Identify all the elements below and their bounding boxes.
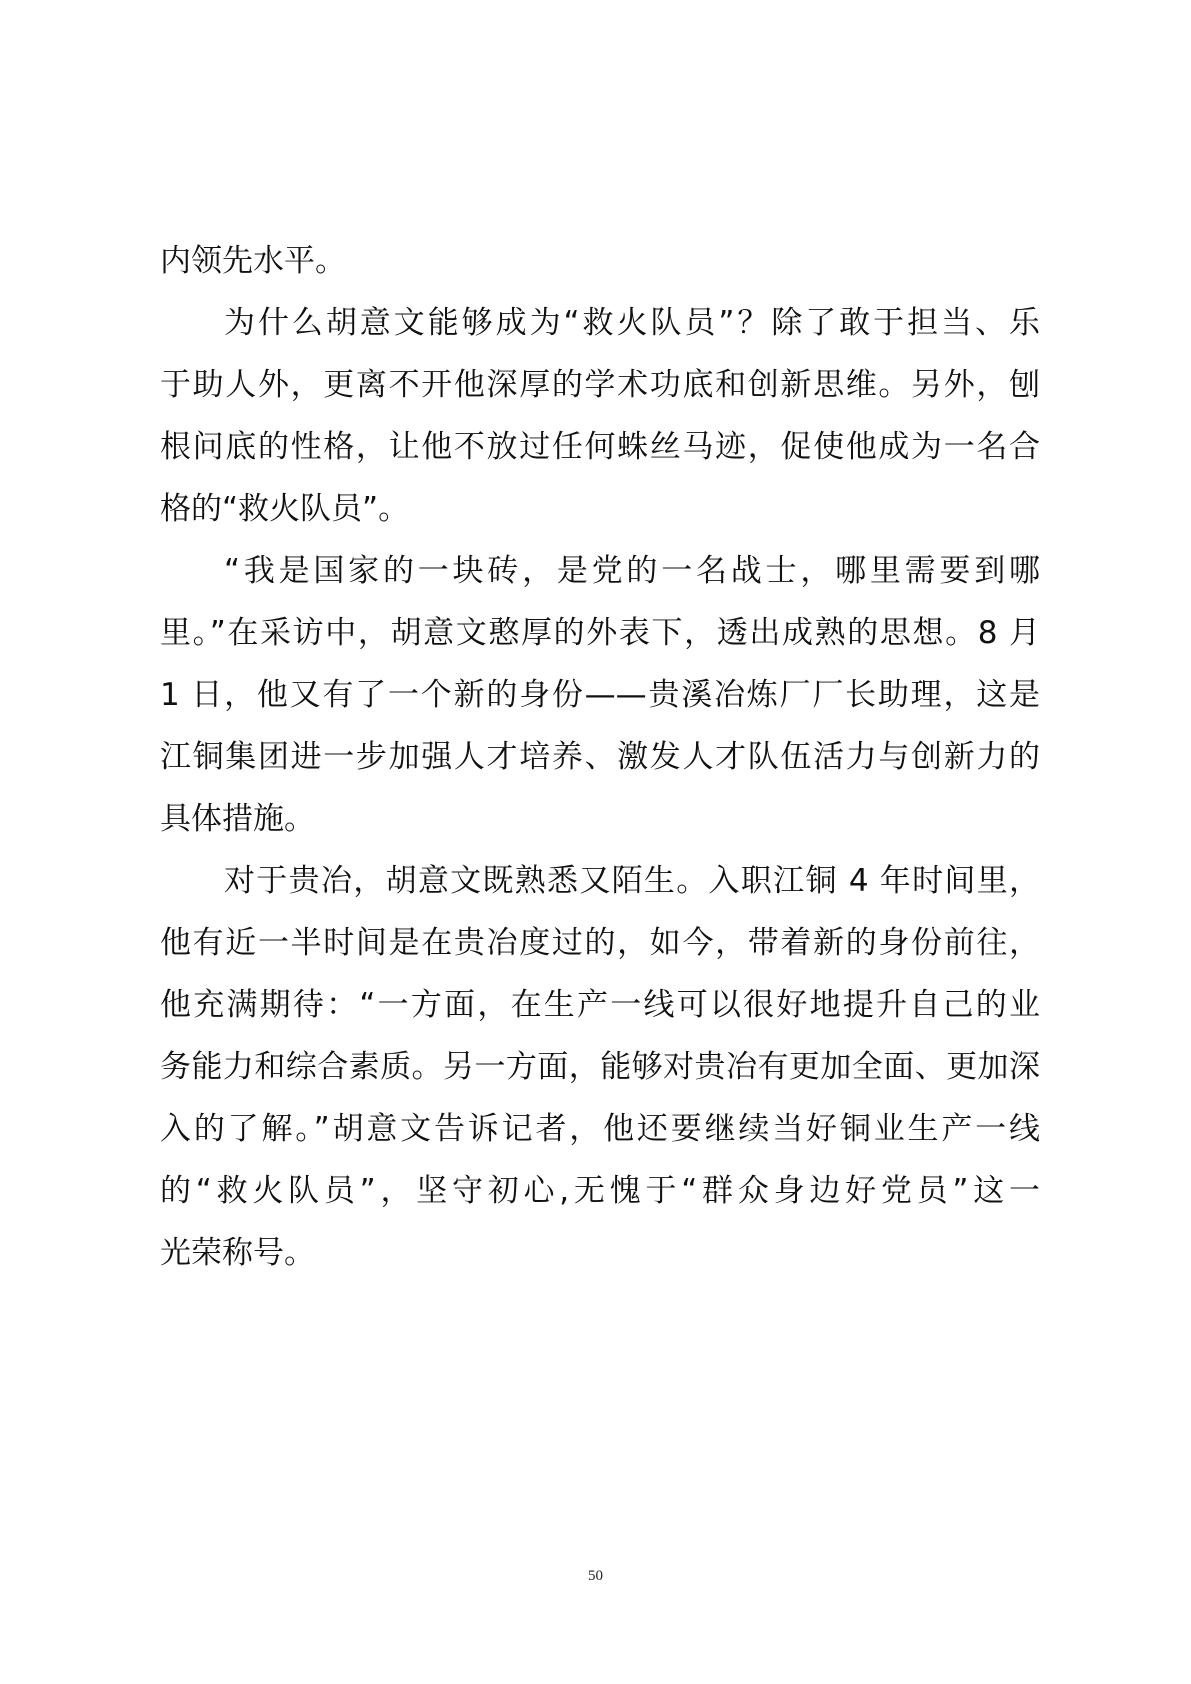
text-line: 1 日，他又有了一个新的身份——贵溪冶炼厂厂长助理，这是: [160, 677, 1040, 713]
text-line: 为什么胡意文能够成为“救火队员”？除了敢于担当、乐: [224, 305, 1040, 341]
text-line: 江铜集团进一步加强人才培养、激发人才队伍活力与创新力的: [160, 739, 1040, 775]
text-line: 他充满期待：“一方面，在生产一线可以很好地提升自己的业: [160, 987, 1040, 1023]
text-line: 里。”在采访中，胡意文憨厚的外表下，透出成熟的思想。8 月: [160, 615, 1040, 651]
text-line: 对于贵冶，胡意文既熟悉又陌生。入职江铜 4 年时间里，: [224, 863, 1040, 899]
text-line: 他有近一半时间是在贵冶度过的，如今，带着新的身份前往，: [160, 925, 1040, 961]
text-line: 内领先水平。: [160, 243, 346, 279]
text-line: 入的了解。”胡意文告诉记者，他还要继续当好铜业生产一线: [160, 1111, 1040, 1147]
text-line: 根问底的性格，让他不放过任何蛛丝马迹，促使他成为一名合: [160, 429, 1040, 465]
text-line: 务能力和综合素质。另一方面，能够对贵冶有更加全面、更加深: [160, 1049, 1040, 1085]
text-line: 格的“救火队员”。: [160, 491, 410, 527]
body-text: [160, 230, 1040, 1284]
text-line: 于助人外，更离不开他深厚的学术功底和创新思维。另外，刨: [160, 367, 1040, 403]
text-line: 光荣称号。: [160, 1235, 315, 1271]
page-number: 50: [588, 1568, 603, 1584]
text-line: 具体措施。: [160, 801, 315, 837]
text-line: 的“救火队员”，坚守初心,无愧于“群众身边好党员”这一: [160, 1173, 1040, 1209]
text-line: “我是国家的一块砖，是党的一名战士，哪里需要到哪: [224, 553, 1040, 589]
